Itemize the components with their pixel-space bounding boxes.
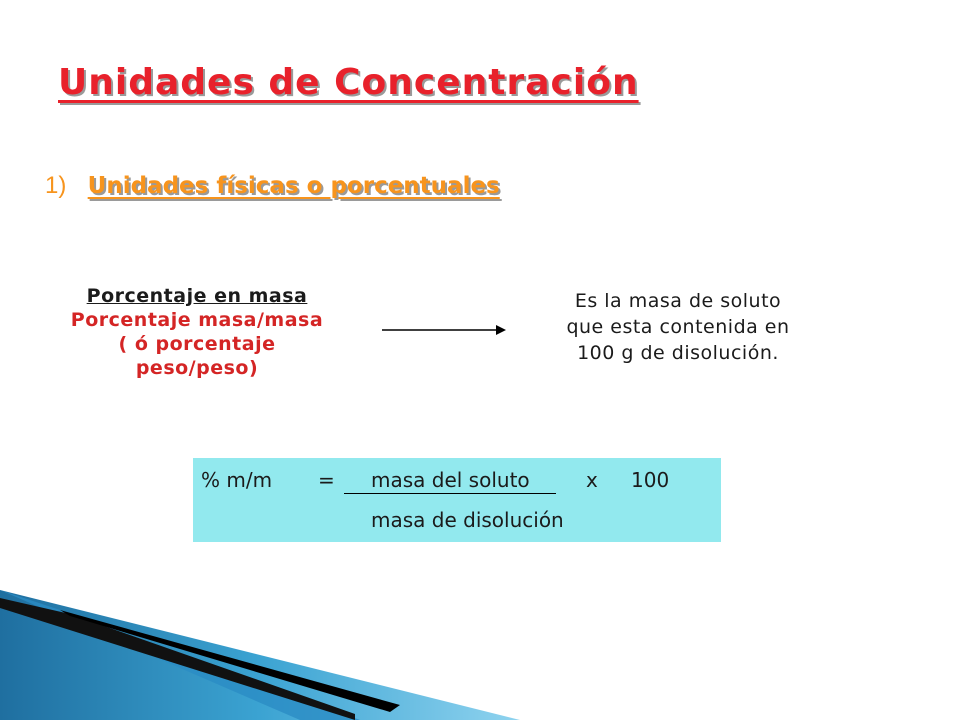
term-line-1: Porcentaje masa/masa <box>70 309 324 331</box>
section-number: 1) <box>45 172 67 199</box>
definition-term <box>52 284 342 380</box>
formula-lhs: % m/m <box>201 468 273 492</box>
section-heading <box>45 172 500 200</box>
definition-line-1: Es la masa de soluto <box>574 290 782 312</box>
fraction-bar <box>344 493 556 494</box>
term-heading: Porcentaje en masa <box>86 285 308 307</box>
formula-numerator: masa del soluto <box>371 468 530 492</box>
term-line-2: ( ó porcentaje <box>118 333 276 355</box>
formula-box <box>193 458 721 542</box>
slide-title: Unidades de Concentración <box>58 62 639 103</box>
term-line-3: peso/peso) <box>135 357 259 379</box>
formula-equals: = <box>318 468 335 492</box>
definition-text <box>528 288 828 366</box>
definition-line-3: 100 g de disolución. <box>577 342 779 364</box>
definition-line-2: que esta contenida en <box>566 316 790 338</box>
formula-denominator: masa de disolución <box>371 508 564 532</box>
formula-times: x <box>586 468 598 492</box>
section-title: Unidades físicas o porcentuales <box>87 173 500 199</box>
right-arrow-icon <box>382 322 508 338</box>
decorative-swoosh <box>0 590 960 720</box>
formula-factor: 100 <box>631 468 670 492</box>
